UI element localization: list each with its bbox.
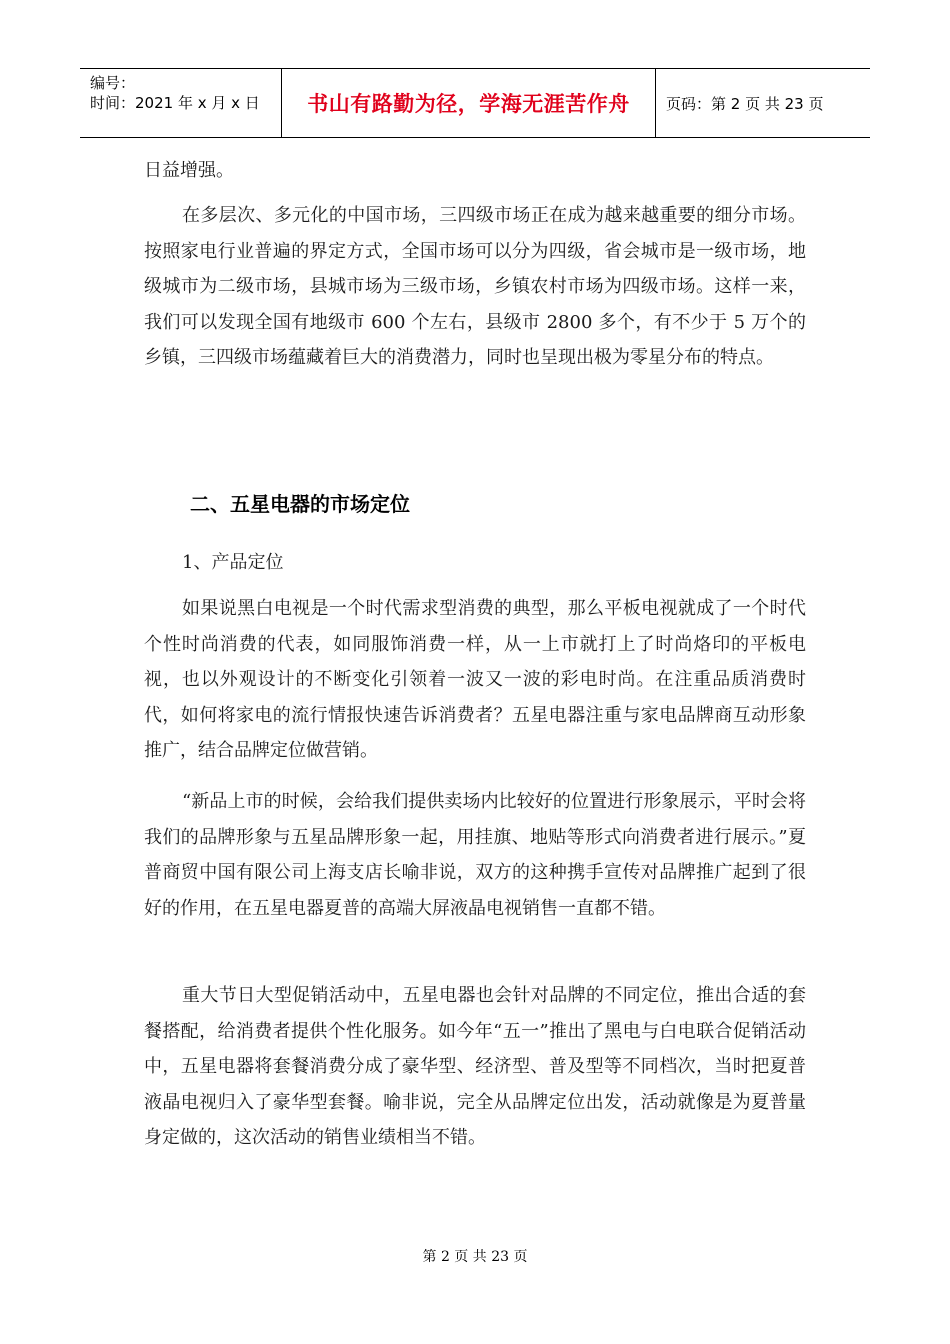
subsection-heading: 1、产品定位	[182, 552, 284, 573]
paragraph-continuation	[144, 153, 806, 189]
header-page-info: 页码：第 2 页 共 23 页	[666, 94, 824, 113]
paragraph: 重大节日大型促销活动中，五星电器也会针对品牌的不同定位，推出合适的套餐搭配，给消费者提供个性化服务。如今年“五一”推出了黑电与白电联合促销活动中，五星电器将套餐消费分成了豪华型、经济型、普及型等不同档次，当时把夏普液晶电视归入了豪华型套餐。喻非说，完全从品牌定位出发，活动就像是为夏普量身定做的，这次活动的销售业绩相当不错。	[144, 985, 806, 1148]
document-date: 时间：2021 年 x 月 x 日	[90, 94, 260, 112]
paragraph-quote	[144, 784, 806, 926]
header-motto: 书山有路勤为径，学海无涯苦作舟	[282, 69, 656, 137]
paragraph: “新品上市的时候，会给我们提供卖场内比较好的位置进行形象展示，平时会将我们的品牌形象与五星品牌形象一起，用挂旗、地贴等形式向消费者进行展示。”夏普商贸中国有限公司上海支店长喻非说，双方的这种携手宣传对品牌推广起到了很好的作用，在五星电器夏普的高端大屏液晶电视销售一直都不错。	[144, 791, 806, 919]
header-meta	[80, 69, 282, 137]
paragraph-promotion	[144, 978, 806, 1156]
paragraph: 日益增强。	[144, 160, 234, 181]
page-footer: 第 2 页 共 23 页	[422, 1249, 528, 1265]
paragraph: 在多层次、多元化的中国市场，三四级市场正在成为越来越重要的细分市场。按照家电行业普遍的界定方式，全国市场可以分为四级，省会城市是一级市场，地级城市为二级市场，县城市场为三级市场，乡镇农村市场为四级市场。这样一来，我们可以发现全国有地级市 600 个左右，县级市 2800 多个，有不少于 5 万个的乡镇，三四级市场蕴藏着巨大的消费潜力，同时也呈现出极为零星分布的特点。	[144, 205, 806, 368]
paragraph-flat-tv	[144, 591, 806, 769]
section-heading: 二、五星电器的市场定位	[190, 492, 410, 516]
document-number-label: 编号：	[90, 74, 136, 92]
page-header	[80, 68, 870, 138]
paragraph: 如果说黑白电视是一个时代需求型消费的典型，那么平板电视就成了一个时代个性时尚消费的代表，如同服饰消费一样，从一上市就打上了时尚烙印的平板电视，也以外观设计的不断变化引领着一波又一波的彩电时尚。在注重品质消费时代，如何将家电的流行情报快速告诉消费者？五星电器注重与家电品牌商互动形象推广，结合品牌定位做营销。	[144, 598, 806, 761]
paragraph-markets	[144, 198, 806, 376]
